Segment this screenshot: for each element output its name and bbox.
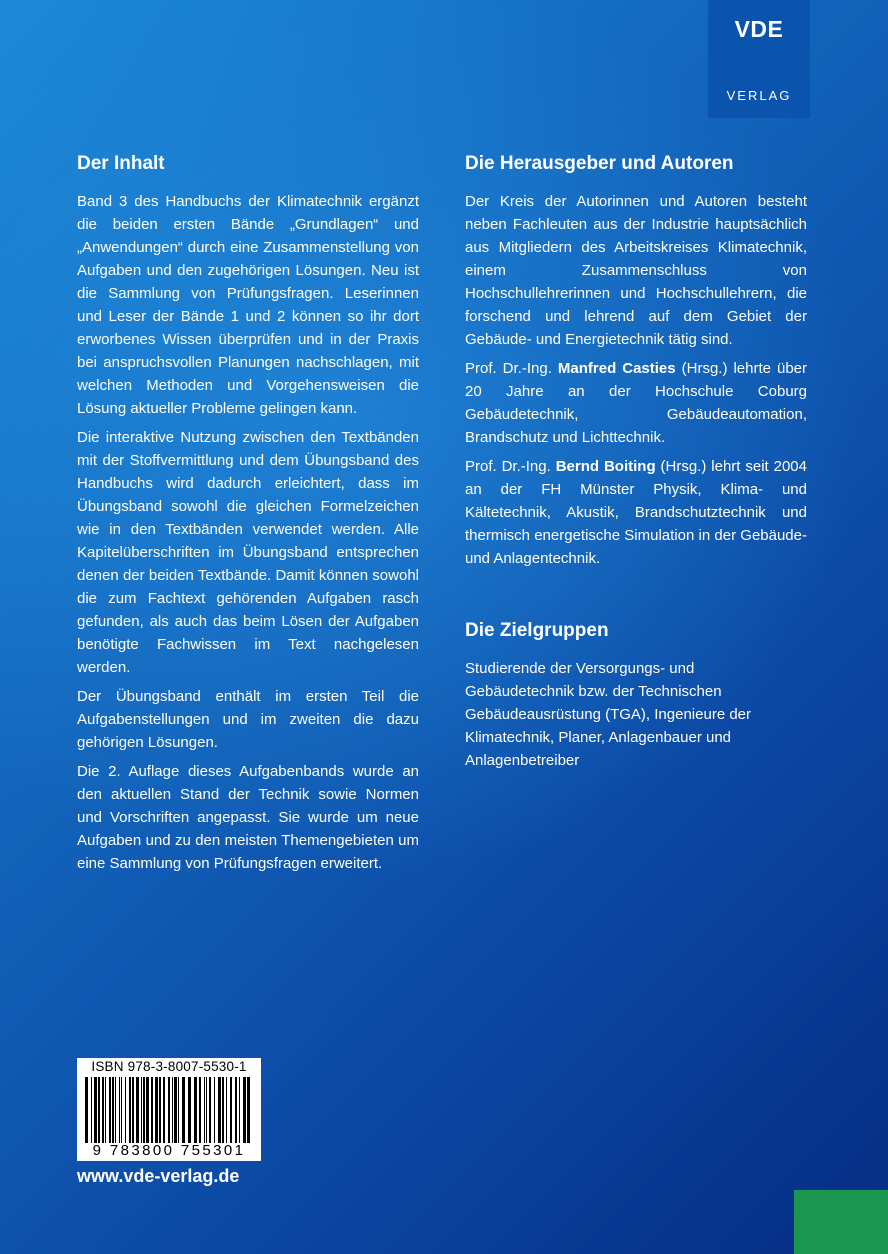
author-casties-bio: (Hrsg.) lehrte über 20 Jahre an der Hochschule Coburg Gebäudetechnik, Gebäudeautomation, Brandschutz und Lichttechnik. [465,360,808,446]
barcode-bar [163,1077,165,1143]
barcode-bar [146,1077,149,1143]
barcode-bar [194,1077,197,1143]
barcode-bar [143,1077,145,1143]
section-zielgruppen [465,617,807,778]
author-casties-name: Manfred Casties [557,360,676,377]
barcode-bar [182,1077,185,1143]
barcode-bar [243,1077,246,1143]
barcode-bar [178,1077,179,1143]
heading-inhalt: Der Inhalt [77,153,165,174]
barcode-bar [102,1077,104,1143]
author-boiting-bio: (Hrsg.) lehrt seit 2004 an der FH Münster Physik, Klima- und Kältetechnik, Akustik, Brandschutztechnik und thermisch energetische Simulation in der Gebäude- und Anlagentechnik. [465,458,807,567]
barcode-bar [94,1077,97,1143]
barcode-bar [199,1077,201,1143]
barcode-bar [136,1077,139,1143]
barcode-bar [155,1077,158,1143]
barcode-bar [235,1077,237,1143]
barcode-bar [188,1077,191,1143]
inhalt-paragraph-3: Der Übungsband enthält im ersten Teil die Aufgabenstellungen und im zweiten die dazu gehörigen Lösungen. [77,688,419,751]
barcode-bar [214,1077,215,1143]
section-inhalt [77,150,419,881]
barcode-bar [119,1077,120,1143]
barcode-bar [174,1077,177,1143]
zielgruppen-text: Studierende der Versorgungs- und Gebäudetechnik bzw. der Technischen Gebäudeausrüstung (TGA), Ingenieure der Klimatechnik, Planer, Anlagenbauer und Anlagenbetreiber [465,660,752,769]
barcode-bar [112,1077,114,1143]
barcode-bar [230,1077,232,1143]
author-boiting-title: Prof. Dr.-Ing. [465,458,551,475]
barcode-bar [129,1077,131,1143]
author-boiting-name: Bernd Boiting [555,458,656,475]
barcode-bar [168,1077,170,1143]
isbn-label: ISBN 978-3-8007-5530-1 [91,1059,247,1074]
barcode-bar [247,1077,250,1143]
barcode-bar [239,1077,240,1143]
autoren-intro: Der Kreis der Autorinnen und Autoren besteht neben Fachleuten aus der Industrie hauptsächlich aus Mitgliedern des Arbeitskreises Klimatechnik, einem Zusammenschluss von Hochschullehrerinnen und Hochschullehrern, die forschend und lehrend auf dem Gebiet der Gebäude- und Energietechnik tätig sind. [465,193,807,348]
heading-zielgruppen: Die Zielgruppen [465,620,609,641]
inhalt-paragraph-2: Die interaktive Nutzung zwischen den Textbänden mit der Stoffvermittlung und dem Übungsband des Handbuchs wird dadurch erleichtert, dass im Übungsband sowohl die gleichen Formelzeichen wie in den Textbänden verwendet werden. Alle Kapitelüberschriften im Übungsband entsprechen denen der beiden Textbände. Damit können sowohl die zum Fachtext gehörenden Aufgaben rasch gefunden, als auch das beim Lösen der Aufgaben benötigte Fachwissen im Text nachgelesen werden. [77,429,419,676]
barcode-bar [222,1077,224,1143]
barcode-bar [125,1077,126,1143]
barcode-bar [204,1077,205,1143]
barcode-bars [83,1077,255,1143]
barcode-bar [132,1077,134,1143]
heading-autoren: Die Herausgeber und Autoren [465,153,734,174]
author-casties-title: Prof. Dr.-Ing. [465,360,552,377]
barcode-bar [105,1077,106,1143]
barcode-bar [141,1077,142,1143]
barcode-bar [206,1077,207,1143]
barcode-bar [91,1077,92,1143]
barcode-bar [109,1077,111,1143]
author-casties [465,357,807,449]
barcode-bar [121,1077,122,1143]
barcode-bar [218,1077,221,1143]
barcode-bar [115,1077,116,1143]
barcode-bar [226,1077,227,1143]
inhalt-paragraph-1: Band 3 des Handbuchs der Klimatechnik ergänzt die beiden ersten Bände „Grundlagen“ und „Anwendungen“ durch eine Zusammenstellung von Aufgaben und den zugehörigen Lösungen. Neu ist die Sammlung von Prüfungsfragen. Leserinnen und Leser der Bände 1 und 2 können so ihr dort erworbenes Wissen überprüfen und in der Praxis bei anspruchsvollen Planungen nachschlagen, mit welchen Methoden und Vorgehensweisen die Lösung aktueller Probleme gelingen kann. [77,193,419,417]
barcode-bar [98,1077,100,1143]
barcode-bar [85,1077,88,1143]
barcode-bar [172,1077,173,1143]
inhalt-paragraph-4: Die 2. Auflage dieses Aufgabenbands wurde an den aktuellen Stand der Technik sowie Normen und Vorschriften angepasst. Sie wurde um neue Aufgaben und zu den meisten Themengebieten um eine Sammlung von Prüfungsfragen erweitert. [77,763,419,872]
barcode-bar [159,1077,161,1143]
barcode-bar [209,1077,211,1143]
website-url[interactable]: www.vde-verlag.de [77,1166,240,1186]
barcode-digits: 9 783800 755301 [92,1142,246,1159]
vde-verlag-logo [708,0,810,118]
logo-vde-text: VDE [734,16,784,42]
isbn-barcode [77,1058,261,1161]
section-autoren [465,150,807,576]
barcode-bar [151,1077,153,1143]
author-boiting [465,455,807,570]
logo-verlag-text: VERLAG [726,88,792,103]
green-corner-block [794,1190,888,1254]
